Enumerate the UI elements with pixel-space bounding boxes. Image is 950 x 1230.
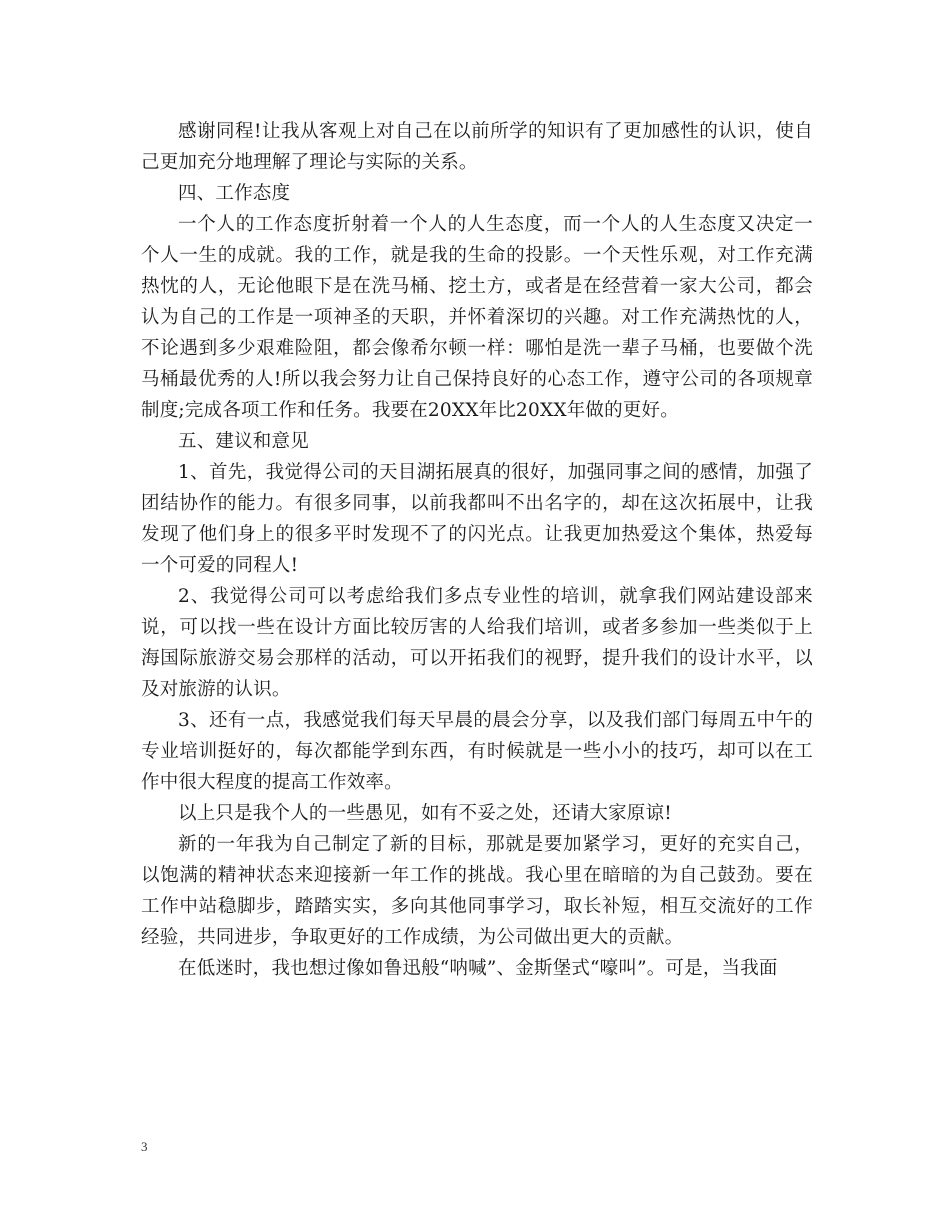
section-heading-suggestions: 五、建议和意见 (178, 431, 309, 452)
paragraph-low-times: 在低迷时，我也想过像如鲁迅般“呐喊”、金斯堡式“嚎叫”。可是，当我面 (178, 958, 778, 979)
paragraph-suggestion-1: 1、首先，我觉得公司的天目湖拓展真的很好，加强同事之间的感情，加强了团结协作的能力。有很多同事，以前我都叫不出名字的，却在这次拓展中，让我发现了他们身上的很多平时发现不了的闪光点。让我更加热爱这个集体，热爱每一个可爱的同程人! (141, 462, 813, 576)
paragraph-thanks: 感谢同程!让我从客观上对自己在以前所学的知识有了更加感性的认识，使自己更加充分地理解了理论与实际的关系。 (141, 121, 813, 173)
paragraph-work-attitude: 一个人的工作态度折射着一个人的人生态度，而一个人的人生态度又决定一个人一生的成就。我的工作，就是我的生命的投影。一个天性乐观，对工作充满热忱的人，无论他眼下是在洗马桶、挖土方，或者是在经营着一家大公司，都会认为自己的工作是一项神圣的天职，并怀着深切的兴趣。对工作充满热忱的人，不论遇到多少艰难险阻，都会像希尔顿一样：哪怕是洗一辈子马桶，也要做个洗马桶最优秀的人!所以我会努力让自己保持良好的心态工作，遵守公司的各项规章制度;完成各项工作和任务。我要在20XX年比20XX年做的更好。 (141, 214, 813, 421)
paragraph-suggestion-2: 2、我觉得公司可以考虑给我们多点专业性的培训，就拿我们网站建设部来说，可以找一些在设计方面比较厉害的人给我们培训，或者多参加一些类似于上海国际旅游交易会那样的活动，可以开拓我们的视野，提升我们的设计水平，以及对旅游的认识。 (141, 586, 813, 700)
section-heading-work-attitude: 四、工作态度 (178, 183, 291, 204)
document-body (141, 116, 813, 984)
paragraph-closing-remark: 以上只是我个人的一些愚见，如有不妥之处，还请大家原谅! (178, 803, 672, 824)
paragraph-new-year-goals: 新的一年我为自己制定了新的目标，那就是要加紧学习，更好的充实自己，以饱满的精神状态来迎接新一年工作的挑战。我心里在暗暗的为自己鼓劲。要在工作中站稳脚步，踏踏实实，多向其他同事学习，取长补短，相互交流好的工作经验，共同进步，争取更好的工作成绩，为公司做出更大的贡献。 (141, 834, 813, 948)
paragraph-suggestion-3: 3、还有一点，我感觉我们每天早晨的晨会分享，以及我们部门每周五中午的专业培训挺好的，每次都能学到东西，有时候就是一些小小的技巧，却可以在工作中很大程度的提高工作效率。 (141, 710, 813, 793)
page-number: 3 (141, 1139, 148, 1154)
